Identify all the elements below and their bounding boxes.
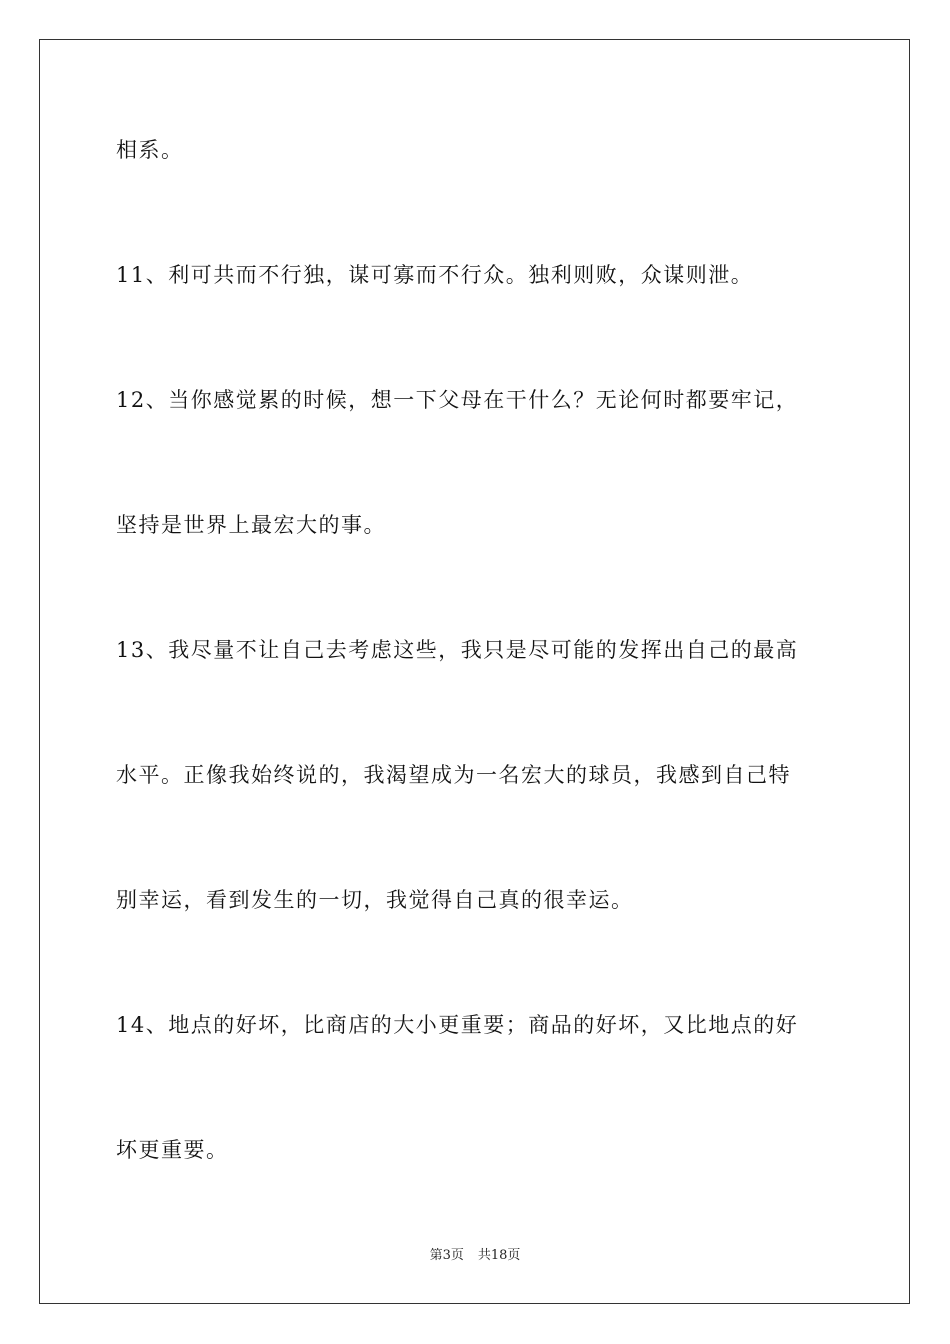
text-line: 14、地点的好坏，比商店的大小更重要；商品的好坏，又比地点的好 <box>116 1013 799 1037</box>
text-line: 别幸运，看到发生的一切，我觉得自己真的很幸运。 <box>116 888 634 912</box>
total-pages: 共18页 <box>477 1248 521 1263</box>
text-line: 坏更重要。 <box>116 1138 229 1162</box>
text-line: 水平。正像我始终说的，我渴望成为一名宏大的球员，我感到自己特 <box>116 763 791 787</box>
text-line: 11、利可共而不行独，谋可寡而不行众。独利则败，众谋则泄。 <box>116 263 754 287</box>
page-number: 第3页 <box>429 1248 464 1263</box>
text-line: 相系。 <box>116 138 184 162</box>
page-border <box>39 39 910 1304</box>
page-footer <box>0 1247 950 1265</box>
text-line: 坚持是世界上最宏大的事。 <box>116 513 386 537</box>
text-line: 12、当你感觉累的时候，想一下父母在干什么？无论何时都要牢记， <box>116 388 799 412</box>
text-line: 13、我尽量不让自己去考虑这些，我只是尽可能的发挥出自己的最高 <box>116 638 799 662</box>
